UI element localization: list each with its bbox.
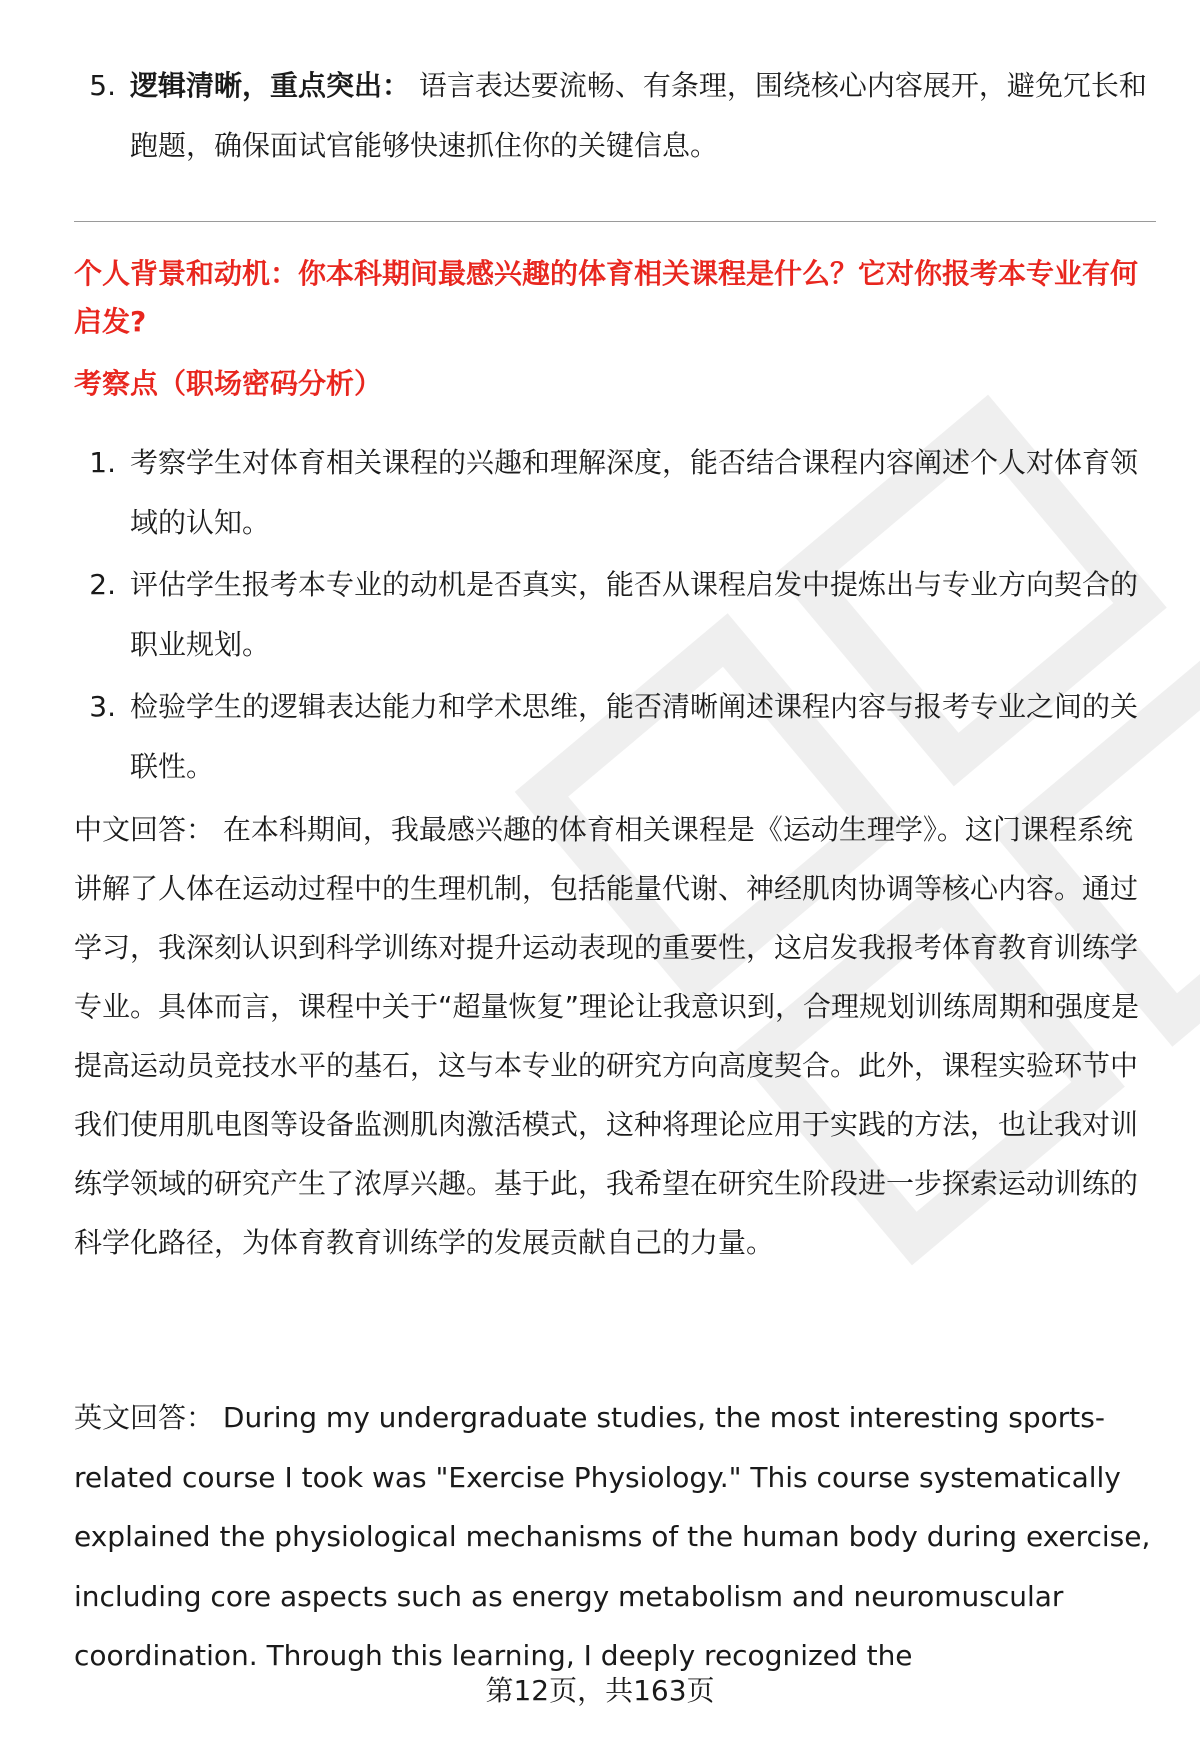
list-text: 评估学生报考本专业的动机是否真实，能否从课程启发中提炼出与专业方向契合的职业规划。 bbox=[130, 568, 1139, 661]
list-item bbox=[74, 56, 1154, 176]
list-number: 2. bbox=[89, 568, 116, 601]
list-bold-lead: 逻辑清晰，重点突出： bbox=[130, 69, 411, 102]
answer-label: 英文回答： bbox=[74, 1401, 215, 1434]
chinese-answer bbox=[74, 800, 1156, 1272]
list-text: 检验学生的逻辑表达能力和学术思维，能否清晰阐述课程内容与报考专业之间的关联性。 bbox=[130, 690, 1139, 783]
top-list bbox=[74, 56, 1154, 176]
english-answer bbox=[74, 1388, 1156, 1686]
list-item bbox=[74, 555, 1156, 675]
list-body: 语言表达要流畅、有条理，围绕核心内容展开，避免冗长和跑题，确保面试官能够快速抓住你的关键信息。 bbox=[130, 69, 1147, 162]
list-text bbox=[130, 56, 1154, 176]
answer-text: 在本科期间，我最感兴趣的体育相关课程是《运动生理学》。这门课程系统讲解了人体在运动过程中的生理机制，包括能量代谢、神经肌肉协调等核心内容。通过学习，我深刻认识到科学训练对提升运动表现的重要性，这启发我报考体育教育训练学专业。具体而言，课程中关于“超量恢复”理论让我意识到，合理规划训练周期和强度是提高运动员竞技水平的基石，这与本专业的研究方向高度契合。此外，课程实验环节中我们使用肌电图等设备监测肌肉激活模式，这种将理论应用于实践的方法，也让我对训练学领域的研究产生了浓厚兴趣。基于此，我希望在研究生阶段进一步探索运动训练的科学化路径，为体育教育训练学的发展贡献自己的力量。 bbox=[74, 813, 1140, 1259]
section-title: 考察点（职场密码分析） bbox=[74, 367, 383, 400]
question-heading: 个人背景和动机：你本科期间最感兴趣的体育相关课程是什么？它对你报考本专业有何启发? bbox=[74, 257, 1139, 338]
answer-label: 中文回答： bbox=[74, 813, 215, 846]
list-text: 考察学生对体育相关课程的兴趣和理解深度，能否结合课程内容阐述个人对体育领域的认知。 bbox=[130, 446, 1139, 539]
answer-text: During my undergraduate studies, the most interesting sports-related course I took was "Exercise Physiology." This course systematically explained the physiological mechanisms of the human body during exercise, including core aspects such as energy metabolism and neuromuscular coordination. Through this learning, I deeply recognized the bbox=[74, 1401, 1151, 1672]
list-item bbox=[74, 677, 1156, 797]
analysis-points-list bbox=[74, 433, 1156, 799]
page-number: 第12页，共163页 bbox=[485, 1674, 715, 1707]
list-number: 5. bbox=[89, 69, 116, 102]
list-number: 1. bbox=[89, 446, 116, 479]
list-item bbox=[74, 433, 1156, 553]
divider bbox=[74, 221, 1156, 222]
list-number: 3. bbox=[89, 690, 116, 723]
